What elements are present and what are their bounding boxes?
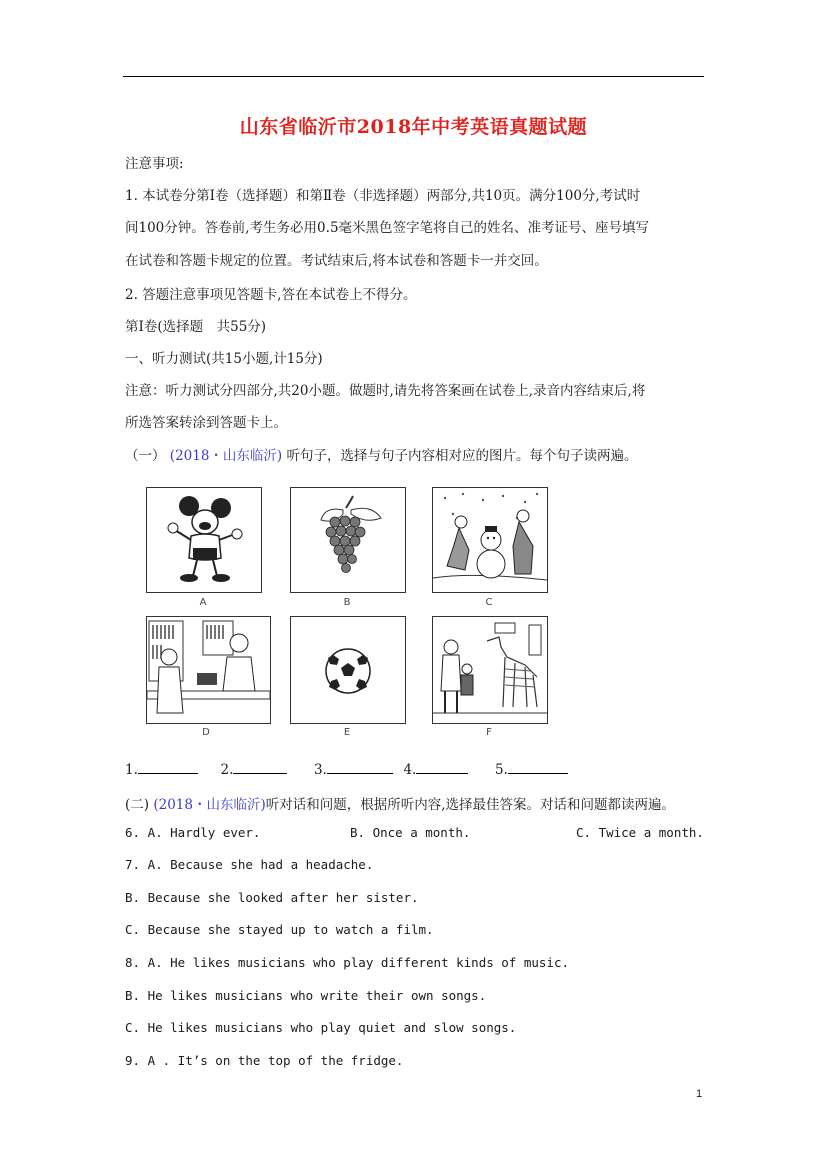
blank-label-2: 2. bbox=[220, 762, 234, 778]
subsection-2-source: (2018・山东临沂) bbox=[153, 797, 266, 813]
answer-blanks bbox=[125, 761, 568, 778]
picture-b bbox=[290, 487, 406, 593]
notice-1-line-a: 1. 本试卷分第Ⅰ卷（选择题）和第Ⅱ卷（非选择题）两部分,共10页。满分100分,考试时 bbox=[125, 188, 641, 204]
picture-f-label: F bbox=[486, 727, 492, 738]
q8-option-a: 8. A. He likes musicians who play different kinds of music. bbox=[125, 955, 570, 970]
blank-2[interactable] bbox=[233, 761, 287, 774]
picture-e bbox=[290, 616, 406, 724]
notice-2: 2. 答题注意事项见答题卡,答在本试卷上不得分。 bbox=[125, 287, 417, 303]
q6-option-b: B. Once a month. bbox=[350, 825, 471, 840]
library-icon bbox=[147, 617, 270, 723]
q6-option-c: C. Twice a month. bbox=[576, 825, 704, 840]
subsection-2-number: (二) bbox=[125, 797, 150, 813]
blank-label-1: 1. bbox=[125, 762, 138, 778]
section-heading: 一、听力测试(共15小题,计15分) bbox=[125, 351, 323, 367]
header-rule bbox=[123, 76, 704, 77]
question-6 bbox=[125, 825, 260, 840]
blank-5[interactable] bbox=[508, 761, 568, 774]
picture-c-label: C bbox=[485, 597, 493, 608]
picture-f bbox=[432, 616, 548, 724]
picture-d-label: D bbox=[202, 727, 210, 738]
q8-option-c: C. He likes musicians who play quiet and slow songs. bbox=[125, 1020, 517, 1035]
q6-option-a: 6. A. Hardly ever. bbox=[125, 825, 261, 840]
museum-dinosaur-icon bbox=[433, 617, 547, 723]
mickey-mouse-icon bbox=[147, 488, 261, 592]
q8-option-b: B. He likes musicians who write their own songs. bbox=[125, 988, 487, 1003]
page-number: 1 bbox=[696, 1088, 703, 1100]
q7-option-a: 7. A. Because she had a headache. bbox=[125, 857, 374, 872]
listening-note-b: 所选答案转涂到答题卡上。 bbox=[125, 415, 287, 431]
blank-label-3: 3. bbox=[313, 762, 327, 778]
page-title: 山东省临沂市2018年中考英语真题试题 bbox=[239, 116, 588, 138]
picture-a bbox=[146, 487, 262, 593]
notice-heading: 注意事项: bbox=[125, 156, 184, 172]
subsection-1-number: （一） bbox=[125, 448, 166, 464]
grapes-icon bbox=[291, 488, 405, 592]
snowman-icon bbox=[433, 488, 547, 592]
picture-a-label: A bbox=[199, 597, 207, 608]
blank-label-4: 4. bbox=[403, 762, 417, 778]
subsection-2 bbox=[125, 793, 675, 813]
subsection-1-source: (2018・山东临沂) bbox=[169, 448, 283, 464]
subsection-1 bbox=[125, 444, 637, 464]
picture-b-label: B bbox=[343, 597, 351, 608]
blank-1[interactable] bbox=[138, 761, 198, 774]
notice-1-line-b: 间100分钟。答卷前,考生务必用0.5毫米黑色签字笔将自己的姓名、准考证号、座号填写 bbox=[125, 220, 650, 236]
blank-label-5: 5. bbox=[494, 762, 508, 778]
q7-option-b: B. Because she looked after her sister. bbox=[125, 890, 419, 905]
notice-1-line-c: 在试卷和答题卡规定的位置。考试结束后,将本试卷和答题卡一并交回。 bbox=[125, 253, 548, 269]
picture-c bbox=[432, 487, 548, 593]
part-heading: 第Ⅰ卷(选择题 共55分) bbox=[125, 319, 267, 335]
subsection-1-instruction: 听句子，选择与句子内容相对应的图片。每个句子读两遍。 bbox=[286, 448, 638, 464]
blank-3[interactable] bbox=[327, 761, 393, 774]
q9-option-a: 9. A . It’s on the top of the fridge. bbox=[125, 1053, 404, 1068]
listening-note-a: 注意：听力测试分四部分,共20小题。做题时,请先将答案画在试卷上,录音内容结束后,将 bbox=[125, 383, 646, 399]
football-icon bbox=[291, 617, 405, 723]
subsection-2-instruction: 听对话和问题，根据所听内容,选择最佳答案。对话和问题都读两遍。 bbox=[265, 797, 676, 813]
blank-4[interactable] bbox=[416, 761, 468, 774]
q7-option-c: C. Because she stayed up to watch a film. bbox=[125, 922, 434, 937]
picture-d bbox=[146, 616, 271, 724]
picture-e-label: E bbox=[343, 727, 351, 738]
